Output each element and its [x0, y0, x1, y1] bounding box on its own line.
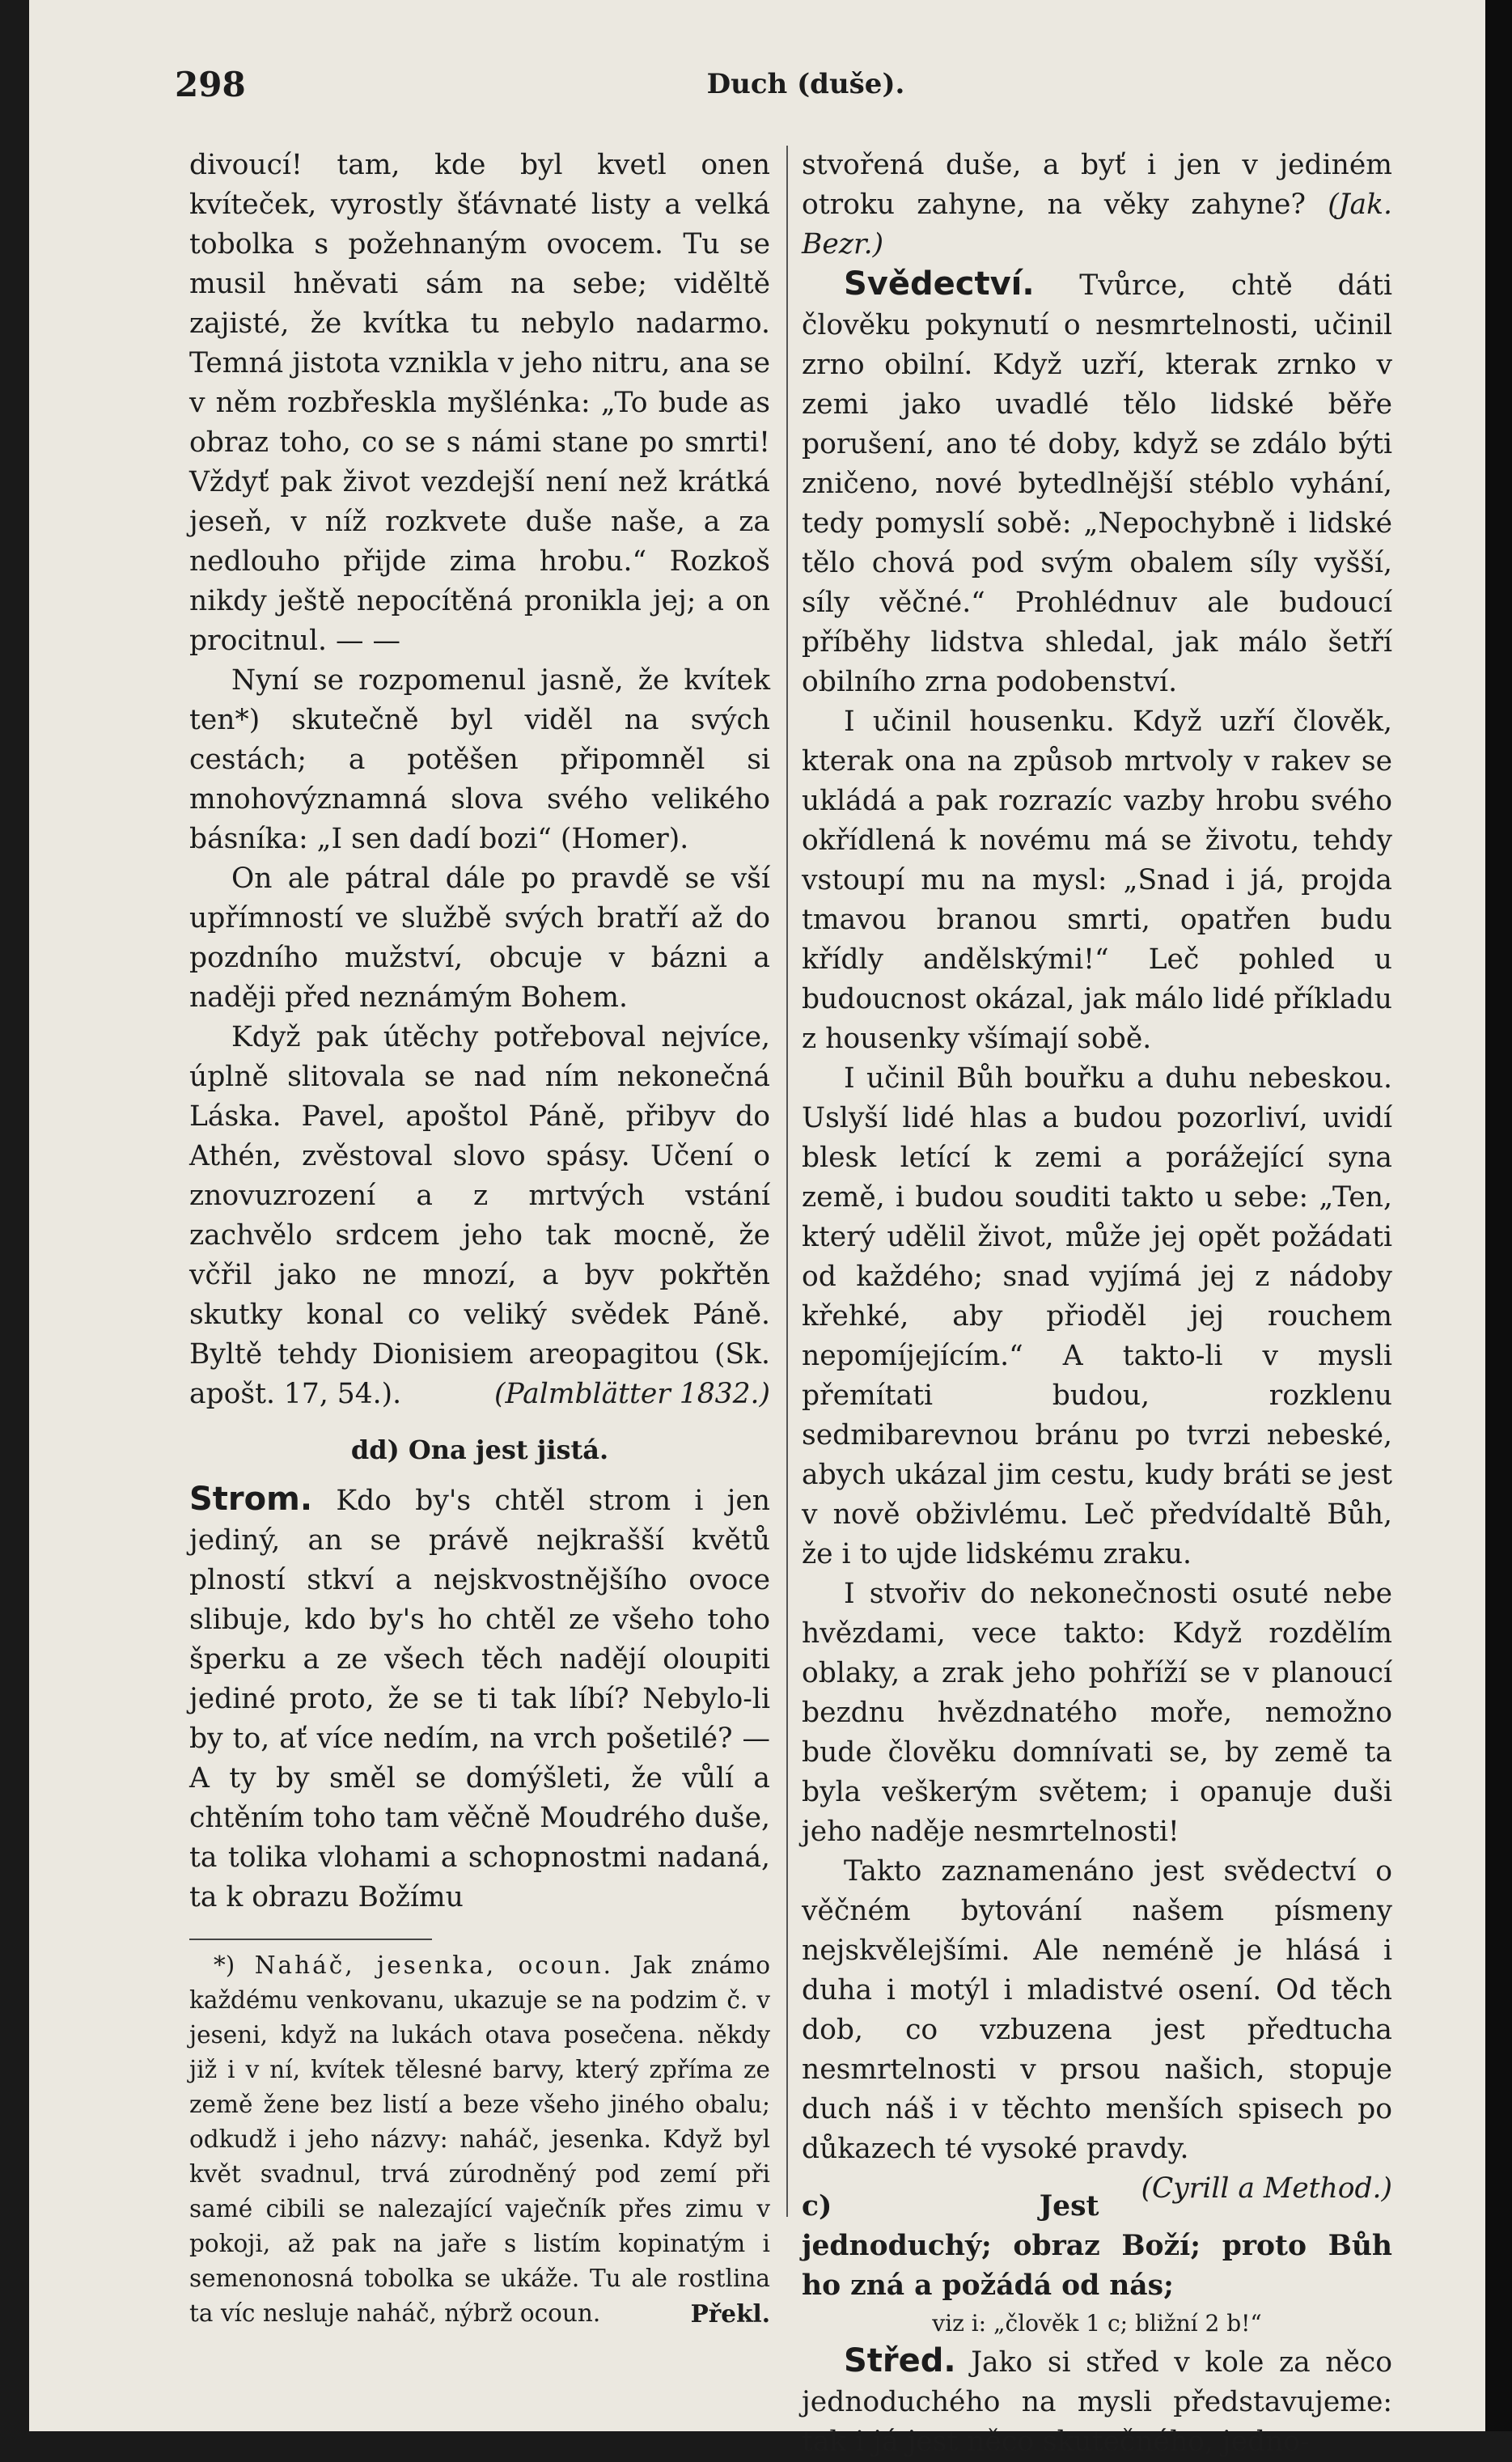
- strom-entry: [189, 1480, 770, 1917]
- right-paragraph-hvezdy: I stvořiv do nekonečnosti osuté nebe hvězdami, vece takto: Když rozdělím oblaky, a zrak jeho pohříží se v planoucí bezdnu hvězdnatého moře, nemožno bude člověku domnívati se, by země ta byla veškerým světem; i opanuje duši jeho naděje nesmrtelnosti!: [802, 1578, 1392, 1848]
- footnote-mark: *): [214, 1951, 235, 1979]
- palmblatter-attribution: (Palmblätter 1832.): [494, 1378, 770, 1410]
- left-paragraph-3: On ale pátral dále po pravdě se vší upřímností ve službě svých bratří až do pozdního mužství, obcuje v bázni a naději před neznámým Bohem.: [189, 862, 770, 1014]
- see-also-reference: viz i: „člověk 1 c; bližní 2 b!“: [932, 2310, 1262, 2337]
- cyrill-method-attribution: (Cyrill a Method.): [1141, 2172, 1392, 2205]
- stred-heading: Střed.: [844, 2342, 956, 2379]
- subheading-ona-jest-jista: dd) Ona jest jistá.: [350, 1434, 609, 1465]
- scan-dark-edge: [1485, 0, 1512, 2431]
- left-paragraph-1: divoucí! tam, kde byl kvetl onen kvíteček, vyrostly šťávnaté listy a velká tobolka s požehnaným ovocem. Tu se musil hněvati sám na sebe; viděltě zajisté, že kvítka tu nebylo nadarmo. Temná jistota vznikla v jeho nitru, ana se v něm rozbřeskla myšlénka: „To bude as obraz toho, co se s námi stane po smrti! Vždyť pak život vezdejší není než krátká jeseň, v níž rozkvete duše naše, a za nedlouho přijde zima hrobu.“ Rozkoš nikdy ještě nepocítěná pronikla jej; a on procitnul. — —: [189, 149, 770, 657]
- right-paragraph-1-text: stvořená duše, a byť i jen v jediném otroku zahyne, na věky zahyne?: [802, 149, 1392, 221]
- right-paragraph-takto-text: Takto zaznamenáno jest svědectví o věčném bytování našem písmeny nejskvělejšími. Ale neméně je hlásá i duha i motýl i mladistvé osení. Od těch dob, co vzbuzena jest předtucha nesmrtelnosti v prsou našich, stopuje duch náš i v těchto menších spisech po důkazech té vysoké pravdy.: [802, 1855, 1392, 2165]
- stred-entry: [802, 2341, 1392, 2462]
- footnote-term: Naháč, jesenka, ocoun.: [254, 1951, 613, 1979]
- footnote-text: Jak známo každému venkovanu, ukazuje se na podzim č. v jeseni, když na lukách otava posečena. někdy již i v ní, kvítek tělesné barvy, který zpříma ze země žene bez listí a beze všeho jiného obalu; odkudž i jeho názvy: naháč, jesenka. Když byl květ svadnul, trvá zúrodněný pod zemí při samé cibili se nalezající vaječník přes zimu v pokoji, až pak na jaře s listím kopinatým i semenonosná tobolka se ukáže. Tu ale rostlina ta víc nesluje naháč, nýbrž ocoun.: [189, 1951, 770, 2327]
- left-column: [189, 146, 770, 2331]
- running-head: Duch (duše).: [706, 68, 905, 100]
- right-paragraph-housenka: I učinil housenku. Když uzří člověk, kterak ona na způsob mrtvoly v rakev se ukládá a pak rozrazíc vazby hrobu svého okřídlená k novému má se životu, tehdy vstoupí mu na mysl: „Snad i já, projda tmavou branou smrti, opatřen budu křídly andělskými!“ Leč pohled u budoucnost okázal, jak málo lidé příkladu z housenky všímají sobě.: [802, 706, 1392, 1055]
- footnote-translator-sign: Překl.: [690, 2299, 770, 2328]
- stred-text: Jako si střed v kole za něco jednoduchého na mysli představujeme: tak i já jest něco skutečného, jedno-: [802, 2346, 1392, 2458]
- footnote-divider: [189, 1939, 432, 1940]
- page-header: [175, 65, 1437, 113]
- svedectvi-entry: [802, 265, 1392, 702]
- right-paragraph-takto: [802, 1852, 1392, 2205]
- left-paragraph-4-text: Když pak útěchy potřeboval nejvíce, úplně slitovala se nad ním nekonečná Láska. Pavel, apoštol Páně, přibyv do Athén, zvěstoval slovo spásy. Učení o znovuzrození a z mrtvých vstání zachvělo srdcem jeho tak mocně, že včřil jako ne mnozí, a byv pokřtěn skutky konal co veliký svědek Páně. Byltě tehdy Dionisiem areopagitou (Sk. apošt. 17, 54.).: [189, 1021, 770, 1410]
- section-c-heading: c) Jest jednoduchý; obraz Boží; proto Bůh ho zná a požádá od nás;: [802, 2190, 1392, 2302]
- left-paragraph-4: [189, 1018, 770, 1414]
- right-paragraph-1: [802, 146, 1392, 265]
- svedectvi-heading: Svědectví.: [844, 265, 1035, 303]
- right-column: [802, 146, 1392, 2462]
- svedectvi-text: Tvůrce, chtě dáti člověku pokynutí o nesmrtelnosti, učinil zrno obilní. Když uzří, kterak zrnko v zemi jako uvadlé tělo lidské běře porušení, ano té doby, když se zdálo býti zničeno, nové bytedlnější stéblo vyhání, tedy pomyslí sobě: „Nepochybně i lidské tělo chová pod svým obalem síly vyšší, síly věčné.“ Prohlédnuv ale budoucí příběhy lidstva shledal, jak málo šetří obilního zrna podobenství.: [802, 269, 1392, 698]
- strom-text: Kdo by's chtěl strom i jen jediný, an se právě nejkrašší květů plností stkví a nejskvostnějšího ovoce slibuje, kdo by's ho chtěl ze všeho toho šperku a ze všech těch nadějí oloupiti jediné proto, že se ti tak líbí? Nebylo-li by to, ať více nedím, na vrch pošetilé? — A ty by směl se domýšleti, že vůlí a chtěním toho tam věčně Moudrého duše, ta tolika vlohami a schopnostmi nadaná, ta k obrazu Božímu: [189, 1485, 771, 1913]
- footnote: [189, 1948, 770, 2331]
- jak-bezr-attribution: (Jak. Bezr.): [802, 189, 1392, 261]
- left-paragraph-2: Nyní se rozpomenul jasně, že kvítek ten*) skutečně byl viděl na svých cestách; a potěšen připomněl si mnohovýznamná slova svého velikého básníka: „I sen dadí bozi“ (Homer).: [189, 664, 770, 855]
- strom-heading: Strom.: [189, 1481, 313, 1518]
- page-number: 298: [175, 65, 246, 104]
- right-paragraph-bourka: I učinil Bůh bouřku a duhu nebeskou. Uslyší lidé hlas a budou pozorliví, uvidí blesk letící k zemi a porážející syna země, i budou souditi takto u sebe: „Ten, který udělil život, může jej opět požádati od každého; snad vyjímá jej z nádoby křehké, aby přioděl jej rouchem nepomíjejícím.“ A takto-li v mysli přemítati budou, rozklenu sedmibarevnou bránu po tvrzi nebeské, abych ukázal jim cestu, kudy bráti se jest v nově obživlému. Leč předvídaltě Bůh, že i to ujde lidskému zraku.: [802, 1062, 1392, 1570]
- column-divider: [786, 146, 788, 2217]
- document-page: [29, 0, 1485, 2458]
